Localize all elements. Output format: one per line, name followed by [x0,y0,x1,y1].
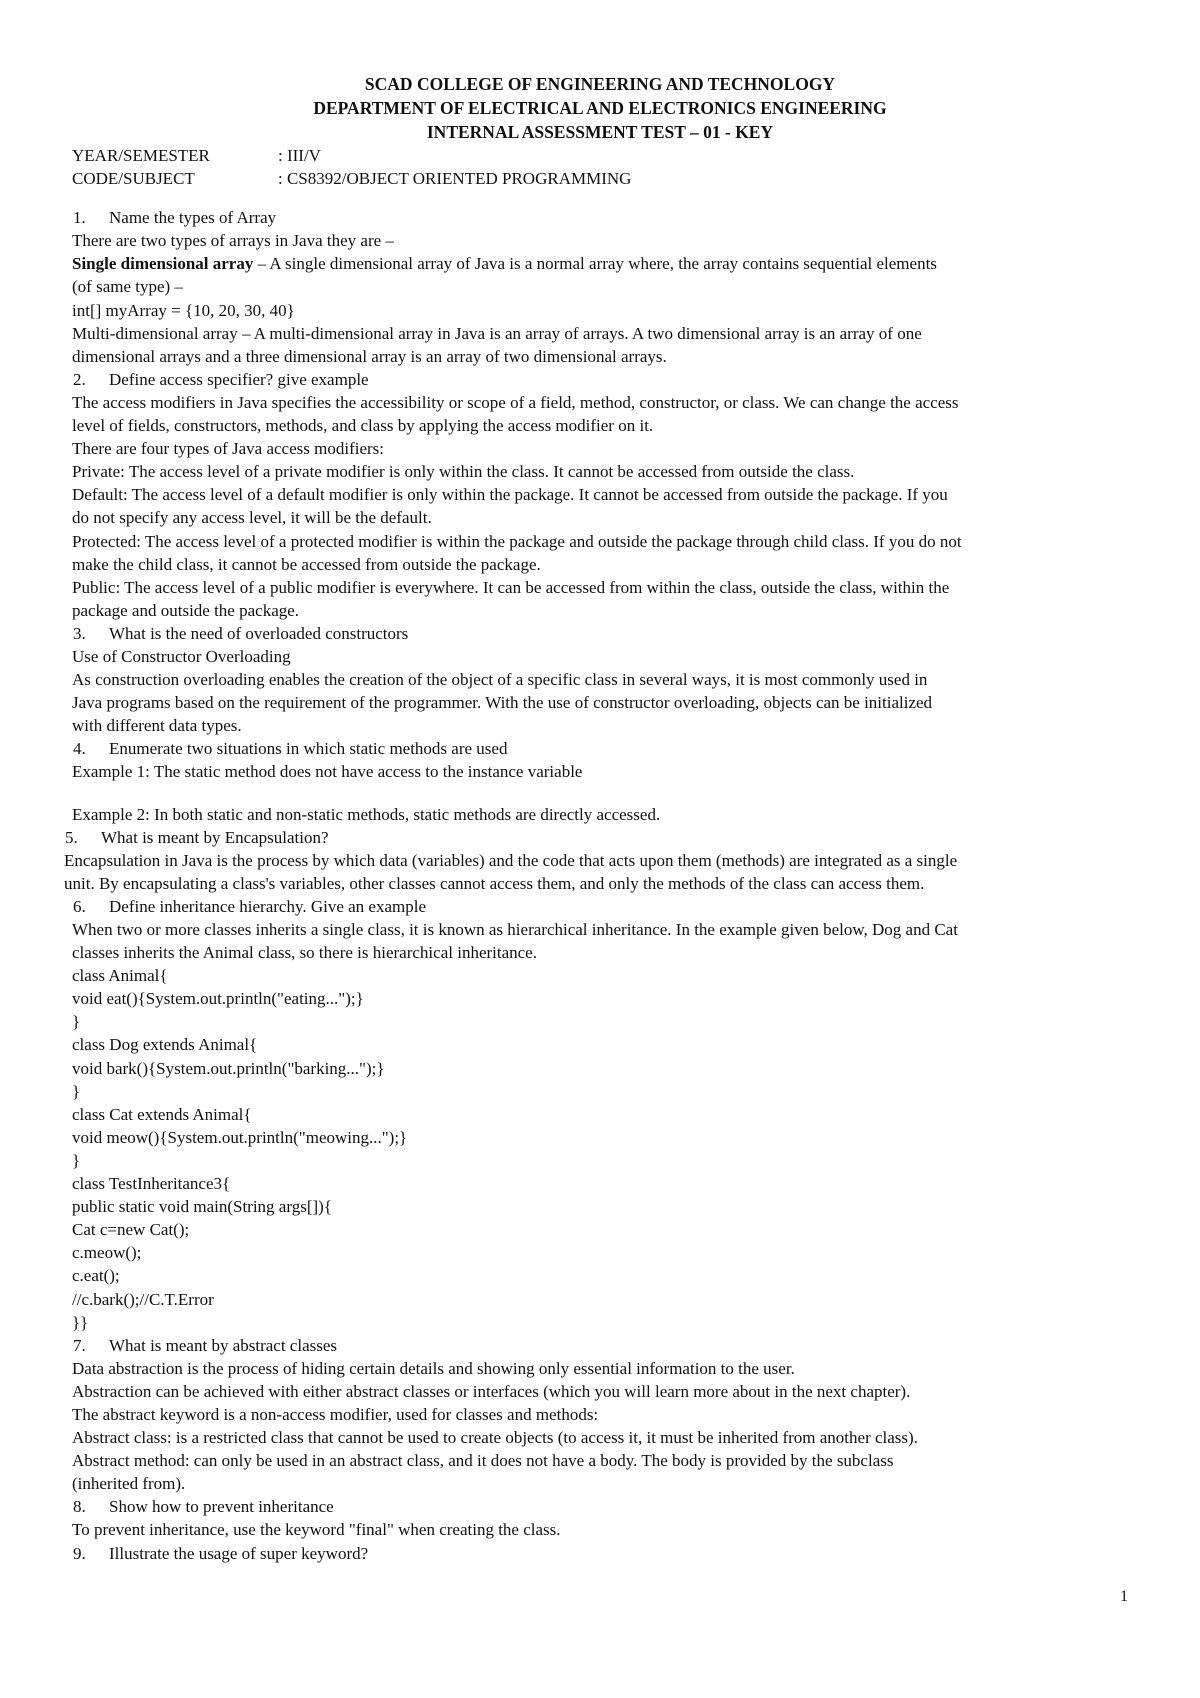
college-name: SCAD COLLEGE OF ENGINEERING AND TECHNOLOGY [364,74,836,94]
q8-text: To prevent inheritance, use the keyword "final" when creating the class. [72,1520,561,1540]
code-line: class Cat extends Animal{ [72,1104,252,1124]
code-line: c.meow(); [72,1243,142,1263]
q3-text: Java programs based on the requirement of the programmer. With the use of constructor overloading, objects can be initialized [72,693,933,713]
code-line: } [72,1081,81,1101]
question-6-heading: 6. Define inheritance hierarchy. Give an example [73,896,427,916]
q3-text: Use of Constructor Overloading [72,646,291,666]
q3-text: with different data types. [72,716,242,736]
question-1-heading: 1. Name the types of Array [73,208,277,228]
q5-text: unit. By encapsulating a class's variables, other classes cannot access them, and only the methods of the class can access them. [64,873,925,893]
q7-text: Abstract method: can only be used in an abstract class, and it does not have a body. The body is provided by the subclass [72,1451,894,1471]
code-line: } [72,1012,81,1032]
q2-text: package and outside the package. [72,600,300,620]
code-line: public static void main(String args[]){ [72,1197,332,1217]
code-line: } [72,1150,81,1170]
question-2-heading: 2. Define access specifier? give example [73,369,369,389]
q1-text: int[] myArray = {10, 20, 30, 40} [72,300,295,320]
q2-text: Public: The access level of a public modifier is everywhere. It can be accessed from within the class, outside the class, within the [72,577,950,597]
code-line: void bark(){System.out.println("barking...");} [72,1058,385,1078]
q1-text: (of same type) – [72,277,183,297]
q3-text: As construction overloading enables the creation of the object of a specific class in several ways, it is most commonly used in [72,670,928,690]
meta-key: CODE/SUBJECT [72,169,195,189]
meta-key: YEAR/SEMESTER [72,146,210,165]
question-5-heading: 5. What is meant by Encapsulation? [65,827,329,847]
meta-row [72,144,1128,167]
q2-text: Private: The access level of a private modifier is only within the class. It cannot be accessed from outside the class. [72,462,855,482]
q4-text: Example 2: In both static and non-static methods, static methods are directly accessed. [72,804,661,824]
q4-text: Example 1: The static method does not have access to the instance variable [72,762,583,782]
code-line: //c.bark();//C.T.Error [72,1289,214,1309]
code-line: class Dog extends Animal{ [72,1035,258,1055]
document-page [64,72,1128,1565]
q7-text: Data abstraction is the process of hiding certain details and showing only essential information to the user. [72,1358,795,1378]
question-8-heading: 8. Show how to prevent inheritance [73,1497,334,1517]
page-number: 1 [1120,1588,1128,1605]
question-3-heading: 3. What is the need of overloaded constructors [73,623,409,643]
meta-row [72,167,1128,190]
q2-text: do not specify any access level, it will be the default. [72,508,432,528]
q1-text: There are two types of arrays in Java they are – [72,231,394,251]
q1-text: Multi-dimensional array – A multi-dimensional array in Java is an array of arrays. A two dimensional array is an array of one [72,323,922,343]
code-line: void eat(){System.out.println("eating...");} [72,989,364,1009]
code-line: Cat c=new Cat(); [72,1220,190,1240]
q7-text: Abstract class: is a restricted class that cannot be used to create objects (to access it, it must be inherited from another class). [72,1428,918,1448]
meta-value: : CS8392/OBJECT ORIENTED PROGRAMMING [278,169,632,189]
code-line: c.eat(); [72,1266,120,1286]
q2-text: There are four types of Java access modifiers: [72,439,385,459]
code-line: void meow(){System.out.println("meowing...");} [72,1127,408,1147]
code-line: class Animal{ [72,966,168,986]
code-line: class TestInheritance3{ [72,1174,231,1194]
q2-text: Default: The access level of a default modifier is only within the package. It cannot be accessed from outside the package. If you [72,485,948,505]
q6-text: classes inherits the Animal class, so there is hierarchical inheritance. [72,943,537,963]
question-7-heading: 7. What is meant by abstract classes [73,1335,338,1355]
q1-text: dimensional arrays and a three dimensional array is an array of two dimensional arrays. [72,346,667,366]
q7-text: Abstraction can be achieved with either abstract classes or interfaces (which you will learn more about in the next chapter). [72,1381,911,1401]
test-title: INTERNAL ASSESSMENT TEST – 01 - KEY [426,122,774,142]
q2-text: The access modifiers in Java specifies the accessibility or scope of a field, method, constructor, or class. We can change the access [72,392,959,412]
q7-text: The abstract keyword is a non-access modifier, used for classes and methods: [72,1404,599,1424]
q2-text: Protected: The access level of a protected modifier is within the package and outside the package through child class. If you do not [72,531,962,551]
q2-text: level of fields, constructors, methods, and class by applying the access modifier on it. [72,416,654,436]
q6-text: When two or more classes inherits a single class, it is known as hierarchical inheritance. In the example given below, Dog and Cat [72,920,958,939]
q5-text: Encapsulation in Java is the process by which data (variables) and the code that acts upon them (methods) are integrated as a single [64,850,958,870]
question-9-heading: 9. Illustrate the usage of super keyword? [73,1543,369,1563]
q7-text: (inherited from). [72,1474,186,1494]
question-4-heading: 4. Enumerate two situations in which static methods are used [73,739,508,759]
q2-text: make the child class, it cannot be accessed from outside the package. [72,554,541,574]
meta-value: : III/V [278,146,321,165]
code-line: }} [72,1312,89,1332]
department-name: DEPARTMENT OF ELECTRICAL AND ELECTRONICS ENGINEERING [313,98,887,118]
q1-text: Single dimensional array – A single dimensional array of Java is a normal array where, the array contains sequential elements [72,254,937,274]
q1-term: Single dimensional array [72,254,254,274]
